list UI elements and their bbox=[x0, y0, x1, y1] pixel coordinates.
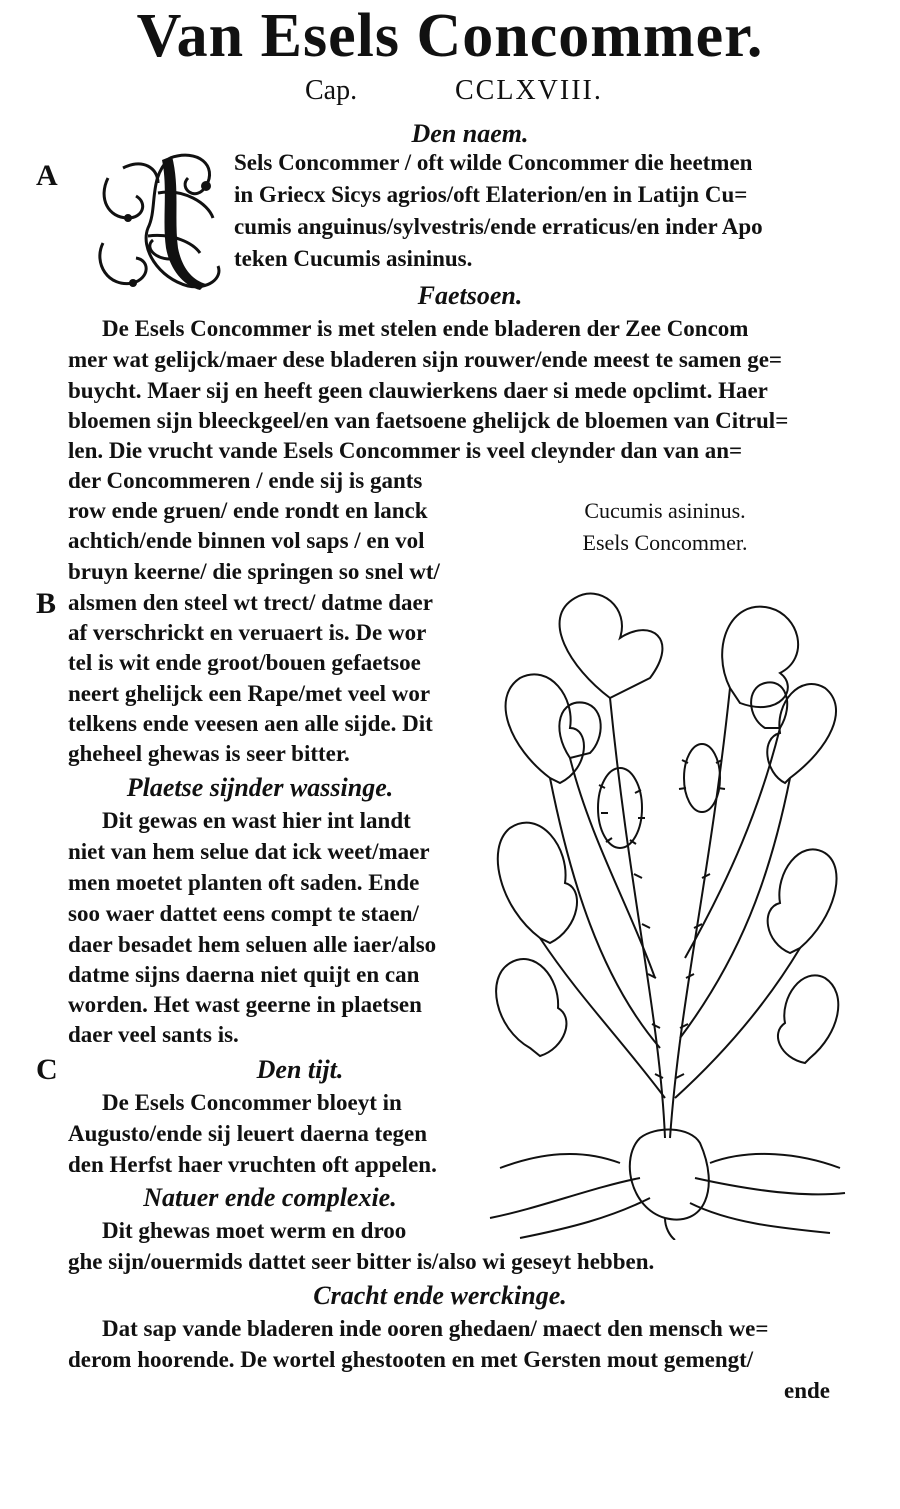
page-title: Van Esels Concommer. bbox=[136, 2, 764, 70]
heading-natuer: Natuer ende complexie. bbox=[143, 1183, 397, 1212]
tijt-line: Augusto/ende sij leuert daerna tegen bbox=[68, 1121, 428, 1146]
plaetse-line: worden. Het wast geerne in plaetsen bbox=[68, 992, 422, 1017]
plaetse-line: daer besadet hem seluen alle iaer/also bbox=[68, 932, 437, 957]
chapter-word: Cap. bbox=[305, 75, 358, 106]
faetsoen-column-line: gheheel ghewas is seer bitter. bbox=[68, 741, 350, 766]
naem-line: cumis anguinus/sylvestris/ende erraticus/en inder Apo bbox=[234, 214, 763, 239]
plaetse-line: datme sijns daerna niet quijt en can bbox=[68, 962, 420, 987]
faetsoen-line: De Esels Concommer is met stelen ende bladeren der Zee Concom bbox=[102, 316, 749, 341]
faetsoen-column-line: neert ghelijck een Rape/met veel wor bbox=[68, 681, 431, 706]
figure-caption-dutch: Esels Concommer. bbox=[582, 530, 748, 555]
plaetse-line: niet van hem selue dat ick weet/maer bbox=[68, 839, 430, 864]
heading-cracht: Cracht ende werckinge. bbox=[313, 1281, 567, 1310]
faetsoen-line: len. Die vrucht vande Esels Concommer is veel cleynder dan van an= bbox=[68, 438, 743, 463]
heading-naem: Den naem. bbox=[411, 119, 529, 148]
decorated-initial-e bbox=[88, 148, 228, 298]
faetsoen-column-line: bruyn keerne/ die springen so snel wt/ bbox=[68, 559, 440, 584]
plaetse-line: soo waer dattet eens compt te staen/ bbox=[68, 901, 419, 926]
faetsoen-column-line: tel is wit ende groot/bouen gefaetsoe bbox=[68, 650, 421, 675]
naem-line: Sels Concommer / oft wilde Concommer die heetmen bbox=[234, 150, 753, 175]
plaetse-line: men moetet planten oft saden. Ende bbox=[68, 870, 420, 895]
woodcut-plant-illustration bbox=[480, 578, 850, 1240]
naem-line: teken Cucumis asininus. bbox=[234, 246, 473, 271]
tijt-line: den Herfst haer vruchten oft appelen. bbox=[68, 1152, 437, 1177]
chapter-number: CCLXVIII. bbox=[455, 75, 603, 106]
naem-line: in Griecx Sicys agrios/oft Elaterion/en in Latijn Cu= bbox=[234, 182, 748, 207]
plaetse-line: Dit gewas en wast hier int landt bbox=[102, 808, 411, 833]
margin-marker-a: A bbox=[36, 159, 58, 192]
faetsoen-column-line: af verschrickt en veruaert is. De wor bbox=[68, 620, 427, 645]
natuer-line: Dit ghewas moet werm en droo bbox=[102, 1218, 407, 1243]
plaetse-line: daer veel sants is. bbox=[68, 1022, 239, 1047]
margin-marker-b: B bbox=[36, 587, 57, 620]
heading-faetsoen: Faetsoen. bbox=[417, 281, 523, 310]
faetsoen-line: mer wat gelijck/maer dese bladeren sijn rouwer/ende meest te samen ge= bbox=[68, 347, 783, 372]
faetsoen-line: bloemen sijn bleeckgeel/en van faetsoene ghelijck de bloemen van Citrul= bbox=[68, 408, 789, 433]
faetsoen-column-line: der Concommeren / ende sij is gants bbox=[68, 468, 423, 493]
faetsoen-column-line: row ende gruen/ ende rondt en lanck bbox=[68, 498, 428, 523]
margin-marker-c: C bbox=[36, 1053, 58, 1086]
heading-plaetse: Plaetse sijnder wassinge. bbox=[126, 773, 394, 802]
faetsoen-column-line: alsmen den steel wt trect/ datme daer bbox=[68, 590, 433, 615]
natuer-line: ghe sijn/ouermids dattet seer bitter is/also wi geseyt hebben. bbox=[68, 1249, 655, 1274]
figure-caption-latin: Cucumis asininus. bbox=[584, 498, 746, 523]
catchword: ende bbox=[784, 1378, 830, 1403]
cracht-line: derom hoorende. De wortel ghestooten en met Gersten mout gemengt/ bbox=[68, 1347, 754, 1372]
cracht-line: Dat sap vande bladeren inde ooren ghedaen/ maect den mensch we= bbox=[102, 1316, 769, 1341]
faetsoen-column-line: telkens ende veesen aen alle sijde. Dit bbox=[68, 711, 433, 736]
tijt-line: De Esels Concommer bloeyt in bbox=[102, 1090, 402, 1115]
heading-tijt: Den tijt. bbox=[256, 1055, 344, 1084]
faetsoen-line: buycht. Maer sij en heeft geen clauwierkens daer si mede opclimt. Haer bbox=[68, 378, 768, 403]
faetsoen-column-line: achtich/ende binnen vol saps / en vol bbox=[68, 528, 425, 553]
